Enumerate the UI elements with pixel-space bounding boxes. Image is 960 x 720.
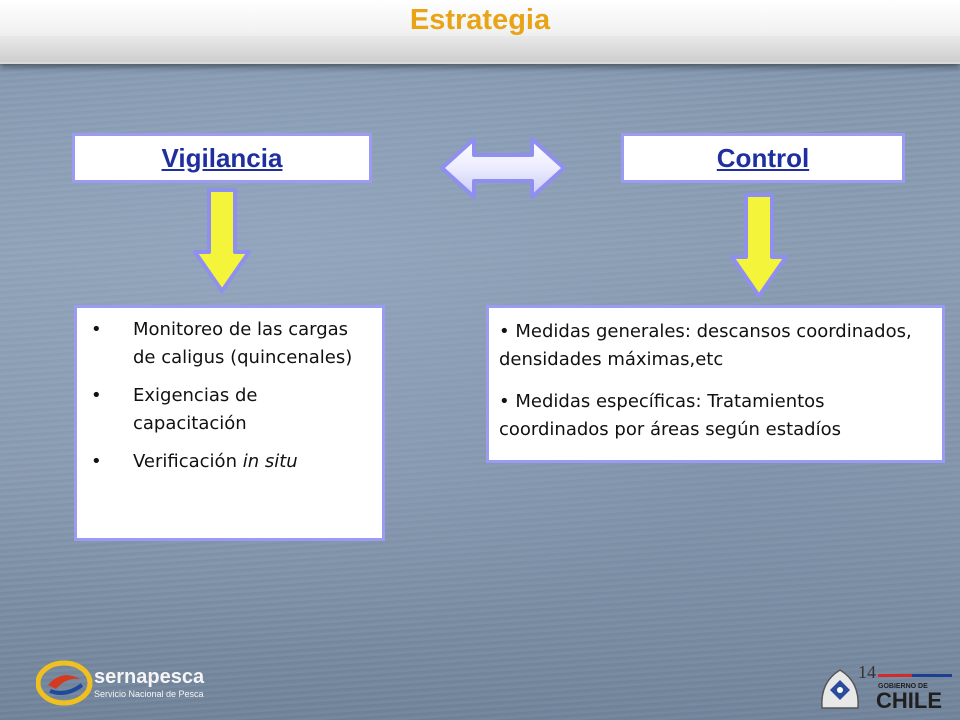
bullet-icon: •	[91, 385, 102, 406]
list-item-text: Verificación	[133, 451, 243, 472]
page-number: 14	[858, 662, 876, 682]
gobierno-label: GOBIERNO DE	[878, 683, 928, 690]
down-arrow-icon	[192, 188, 252, 294]
title-bar	[0, 0, 960, 64]
control-heading: Control	[716, 142, 810, 173]
gobierno-de-chile-logo	[812, 660, 958, 716]
sernapesca-logo	[36, 655, 236, 711]
page-title: Estrategia	[409, 4, 551, 36]
bullet-icon: •	[499, 391, 510, 412]
bullet-icon: •	[91, 319, 102, 340]
double-arrow-icon	[438, 135, 568, 201]
control-list-box	[486, 305, 945, 463]
list-item-text: Monitoreo de las cargas de caligus (quincenales)	[133, 319, 353, 368]
list-item	[499, 388, 934, 444]
vigilancia-heading-box	[72, 133, 372, 183]
vigilancia-heading: Vigilancia	[161, 142, 283, 173]
bullet-icon: •	[91, 451, 102, 472]
list-item	[91, 448, 372, 476]
list-item-text: Exigencias de capacitación	[133, 385, 258, 434]
list-item-text: Medidas generales: descansos coordinados, densidades máximas,etc	[499, 321, 912, 370]
sernapesca-subtitle: Servicio Nacional de Pesca	[94, 689, 204, 699]
vigilancia-list-box	[74, 305, 385, 541]
title-band	[0, 36, 960, 62]
chile-label: CHILE	[876, 688, 942, 713]
control-list	[499, 318, 934, 444]
list-item-text: Medidas específicas: Tratamientos coordinados por áreas según estadíos	[499, 391, 841, 440]
list-item-italic: in situ	[242, 451, 298, 472]
control-heading-box	[621, 133, 905, 183]
vigilancia-list	[77, 316, 372, 476]
list-item	[499, 318, 934, 374]
down-arrow-icon	[729, 193, 789, 299]
bullet-icon: •	[499, 321, 510, 342]
list-item	[91, 382, 372, 438]
sernapesca-name: sernapesca	[94, 666, 205, 688]
list-item	[91, 316, 372, 372]
